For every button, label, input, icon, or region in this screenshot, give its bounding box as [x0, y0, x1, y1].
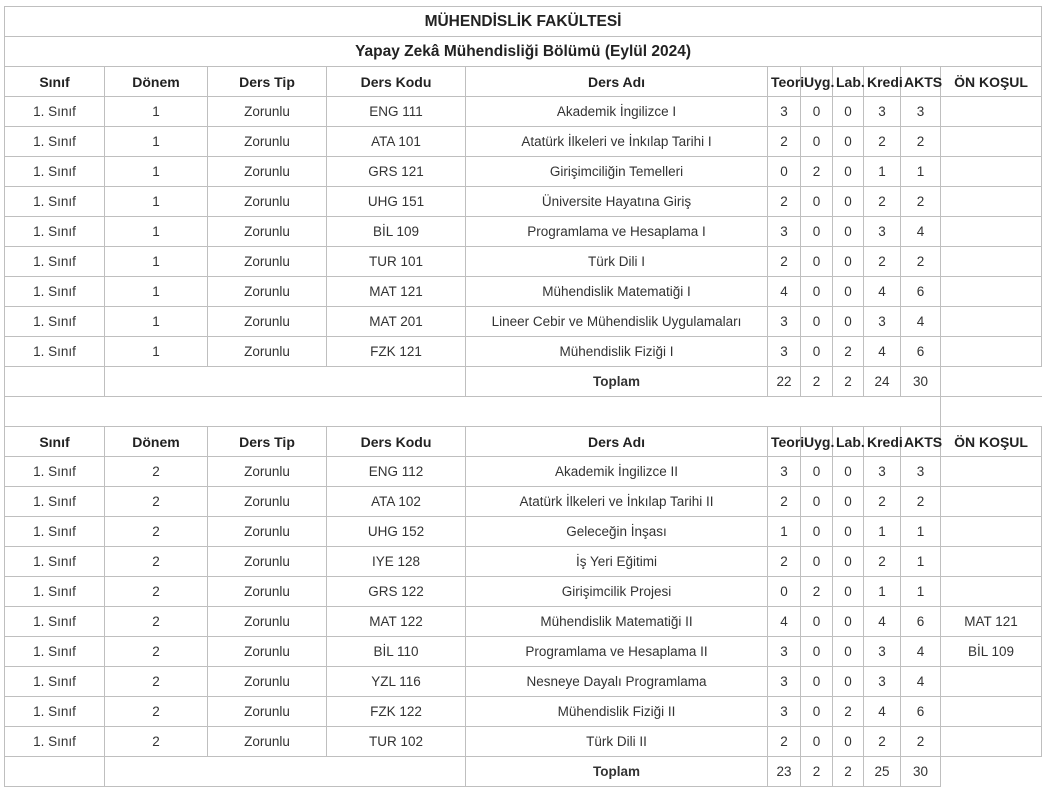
cell-kredi: 4	[864, 277, 901, 307]
cell-ad: Türk Dili II	[466, 727, 768, 757]
cell-sinif: 1. Sınıf	[5, 337, 105, 367]
header-sinif: Sınıf	[5, 67, 105, 97]
cell-tip: Zorunlu	[208, 127, 327, 157]
total-lab: 2	[833, 757, 864, 787]
total-label: Toplam	[466, 757, 768, 787]
cell-akts: 1	[901, 157, 941, 187]
cell-kod: YZL 116	[327, 667, 466, 697]
cell-ad: Atatürk İlkeleri ve İnkılap Tarihi II	[466, 487, 768, 517]
cell-donem: 1	[105, 127, 208, 157]
header-ders-kodu: Ders Kodu	[327, 427, 466, 457]
cell-akts: 6	[901, 607, 941, 637]
cell-kod: UHG 151	[327, 187, 466, 217]
cell-sinif: 1. Sınıf	[5, 157, 105, 187]
cell-onkosul	[941, 487, 1042, 517]
cell-teori: 4	[768, 277, 801, 307]
header-kredi: Kredi	[864, 427, 901, 457]
cell-teori: 3	[768, 667, 801, 697]
cell-tip: Zorunlu	[208, 517, 327, 547]
cell-onkosul	[941, 277, 1042, 307]
cell-onkosul	[941, 337, 1042, 367]
cell-uyg: 0	[801, 487, 833, 517]
header-donem: Dönem	[105, 67, 208, 97]
cell-lab: 2	[833, 697, 864, 727]
cell-lab: 0	[833, 517, 864, 547]
cell-onkosul	[941, 547, 1042, 577]
cell-akts: 2	[901, 247, 941, 277]
cell-lab: 0	[833, 307, 864, 337]
cell-teori: 4	[768, 607, 801, 637]
cell-teori: 3	[768, 697, 801, 727]
faculty-title-row	[5, 7, 1042, 37]
header-ders-adi: Ders Adı	[466, 67, 768, 97]
cell-kredi: 3	[864, 637, 901, 667]
cell-akts: 1	[901, 517, 941, 547]
total-uyg: 2	[801, 757, 833, 787]
cell-akts: 4	[901, 217, 941, 247]
course-row	[5, 337, 1042, 367]
cell-sinif: 1. Sınıf	[5, 667, 105, 697]
total-lab: 2	[833, 367, 864, 397]
cell-donem: 1	[105, 217, 208, 247]
cell-sinif: 1. Sınıf	[5, 277, 105, 307]
cell-lab: 0	[833, 217, 864, 247]
header-ders-tip: Ders Tip	[208, 67, 327, 97]
cell-akts: 2	[901, 487, 941, 517]
cell-donem: 2	[105, 697, 208, 727]
cell-kod: FZK 121	[327, 337, 466, 367]
semester-spacer	[5, 397, 1042, 427]
cell-tip: Zorunlu	[208, 277, 327, 307]
cell-sinif: 1. Sınıf	[5, 637, 105, 667]
cell-onkosul: BİL 109	[941, 637, 1042, 667]
cell-donem: 1	[105, 277, 208, 307]
cell-lab: 0	[833, 577, 864, 607]
cell-onkosul	[941, 457, 1042, 487]
cell-lab: 0	[833, 487, 864, 517]
total-teori: 22	[768, 367, 801, 397]
cell-donem: 1	[105, 157, 208, 187]
cell-onkosul	[941, 157, 1042, 187]
cell-uyg: 0	[801, 127, 833, 157]
spacer-cell-right	[941, 397, 1042, 427]
cell-tip: Zorunlu	[208, 457, 327, 487]
cell-uyg: 0	[801, 277, 833, 307]
header-uyg: Uyg.	[801, 67, 833, 97]
cell-kredi: 2	[864, 187, 901, 217]
cell-onkosul	[941, 247, 1042, 277]
cell-sinif: 1. Sınıf	[5, 307, 105, 337]
cell-uyg: 2	[801, 577, 833, 607]
cell-uyg: 0	[801, 607, 833, 637]
cell-tip: Zorunlu	[208, 577, 327, 607]
cell-kod: TUR 101	[327, 247, 466, 277]
cell-kod: BİL 110	[327, 637, 466, 667]
cell-uyg: 0	[801, 517, 833, 547]
cell-akts: 6	[901, 337, 941, 367]
cell-teori: 3	[768, 457, 801, 487]
cell-donem: 1	[105, 307, 208, 337]
cell-ad: Girişimciliğin Temelleri	[466, 157, 768, 187]
cell-uyg: 0	[801, 457, 833, 487]
cell-tip: Zorunlu	[208, 307, 327, 337]
cell-lab: 0	[833, 667, 864, 697]
cell-lab: 0	[833, 97, 864, 127]
course-row	[5, 127, 1042, 157]
cell-uyg: 0	[801, 247, 833, 277]
cell-uyg: 0	[801, 307, 833, 337]
cell-teori: 2	[768, 727, 801, 757]
cell-kod: ENG 111	[327, 97, 466, 127]
cell-akts: 4	[901, 667, 941, 697]
cell-kredi: 4	[864, 697, 901, 727]
cell-onkosul	[941, 577, 1042, 607]
header-teori: Teori	[768, 67, 801, 97]
cell-teori: 1	[768, 517, 801, 547]
cell-kredi: 2	[864, 547, 901, 577]
course-row	[5, 187, 1042, 217]
total-empty-3	[941, 367, 1042, 397]
header-row	[5, 67, 1042, 97]
cell-tip: Zorunlu	[208, 727, 327, 757]
course-row	[5, 607, 1042, 637]
header-ders-adi: Ders Adı	[466, 427, 768, 457]
total-akts: 30	[901, 757, 941, 787]
cell-ad: Girişimcilik Projesi	[466, 577, 768, 607]
header-on-kosul: ÖN KOŞUL	[941, 67, 1042, 97]
spacer-cell	[5, 397, 941, 427]
cell-ad: Akademik İngilizce II	[466, 457, 768, 487]
course-row	[5, 217, 1042, 247]
cell-donem: 2	[105, 727, 208, 757]
course-row	[5, 547, 1042, 577]
cell-akts: 1	[901, 577, 941, 607]
cell-teori: 2	[768, 247, 801, 277]
cell-tip: Zorunlu	[208, 547, 327, 577]
cell-uyg: 0	[801, 697, 833, 727]
header-donem: Dönem	[105, 427, 208, 457]
cell-donem: 2	[105, 607, 208, 637]
cell-tip: Zorunlu	[208, 217, 327, 247]
cell-ad: Üniversite Hayatına Giriş	[466, 187, 768, 217]
cell-uyg: 0	[801, 337, 833, 367]
cell-kod: GRS 122	[327, 577, 466, 607]
cell-lab: 0	[833, 157, 864, 187]
cell-kod: TUR 102	[327, 727, 466, 757]
cell-kod: ATA 102	[327, 487, 466, 517]
cell-donem: 1	[105, 247, 208, 277]
total-row	[5, 367, 1042, 397]
cell-onkosul	[941, 727, 1042, 757]
cell-akts: 1	[901, 547, 941, 577]
cell-kredi: 3	[864, 667, 901, 697]
cell-sinif: 1. Sınıf	[5, 577, 105, 607]
total-akts: 30	[901, 367, 941, 397]
total-empty-1	[5, 367, 105, 397]
cell-lab: 0	[833, 727, 864, 757]
cell-teori: 2	[768, 487, 801, 517]
cell-lab: 0	[833, 277, 864, 307]
cell-akts: 2	[901, 727, 941, 757]
cell-uyg: 0	[801, 217, 833, 247]
cell-onkosul	[941, 697, 1042, 727]
header-lab: Lab.	[833, 67, 864, 97]
cell-sinif: 1. Sınıf	[5, 127, 105, 157]
cell-lab: 0	[833, 127, 864, 157]
cell-teori: 2	[768, 187, 801, 217]
cell-onkosul	[941, 667, 1042, 697]
header-ders-tip: Ders Tip	[208, 427, 327, 457]
cell-kredi: 4	[864, 337, 901, 367]
faculty-title: MÜHENDİSLİK FAKÜLTESİ	[5, 7, 1042, 37]
cell-donem: 2	[105, 667, 208, 697]
cell-onkosul	[941, 517, 1042, 547]
cell-ad: Programlama ve Hesaplama I	[466, 217, 768, 247]
cell-ad: Mühendislik Matematiği II	[466, 607, 768, 637]
cell-donem: 1	[105, 337, 208, 367]
course-row	[5, 247, 1042, 277]
cell-sinif: 1. Sınıf	[5, 607, 105, 637]
cell-kod: FZK 122	[327, 697, 466, 727]
course-row	[5, 577, 1042, 607]
cell-kredi: 3	[864, 307, 901, 337]
cell-kredi: 1	[864, 577, 901, 607]
cell-uyg: 0	[801, 637, 833, 667]
cell-teori: 0	[768, 577, 801, 607]
course-row	[5, 727, 1042, 757]
cell-sinif: 1. Sınıf	[5, 457, 105, 487]
cell-teori: 3	[768, 97, 801, 127]
cell-akts: 3	[901, 97, 941, 127]
cell-sinif: 1. Sınıf	[5, 187, 105, 217]
cell-sinif: 1. Sınıf	[5, 517, 105, 547]
header-teori: Teori	[768, 427, 801, 457]
total-label: Toplam	[466, 367, 768, 397]
cell-akts: 4	[901, 307, 941, 337]
cell-tip: Zorunlu	[208, 337, 327, 367]
cell-uyg: 0	[801, 667, 833, 697]
header-on-kosul: ÖN KOŞUL	[941, 427, 1042, 457]
cell-uyg: 2	[801, 157, 833, 187]
total-kredi: 25	[864, 757, 901, 787]
cell-uyg: 0	[801, 547, 833, 577]
cell-teori: 3	[768, 637, 801, 667]
header-sinif: Sınıf	[5, 427, 105, 457]
cell-teori: 3	[768, 337, 801, 367]
cell-onkosul	[941, 217, 1042, 247]
course-row	[5, 157, 1042, 187]
cell-ad: İş Yeri Eğitimi	[466, 547, 768, 577]
cell-kod: BİL 109	[327, 217, 466, 247]
cell-kredi: 2	[864, 727, 901, 757]
cell-ad: Mühendislik Fiziği I	[466, 337, 768, 367]
cell-ad: Türk Dili I	[466, 247, 768, 277]
cell-ad: Nesneye Dayalı Programlama	[466, 667, 768, 697]
course-row	[5, 637, 1042, 667]
department-title: Yapay Zekâ Mühendisliği Bölümü (Eylül 2024)	[5, 37, 1042, 67]
cell-kredi: 3	[864, 457, 901, 487]
cell-kod: MAT 121	[327, 277, 466, 307]
cell-onkosul	[941, 307, 1042, 337]
cell-kredi: 1	[864, 157, 901, 187]
cell-kod: MAT 122	[327, 607, 466, 637]
course-row	[5, 277, 1042, 307]
cell-tip: Zorunlu	[208, 157, 327, 187]
cell-kod: GRS 121	[327, 157, 466, 187]
header-akts: AKTS	[901, 67, 941, 97]
cell-teori: 3	[768, 307, 801, 337]
cell-lab: 2	[833, 337, 864, 367]
course-row	[5, 697, 1042, 727]
cell-onkosul	[941, 127, 1042, 157]
total-row	[5, 757, 1042, 787]
cell-sinif: 1. Sınıf	[5, 727, 105, 757]
cell-tip: Zorunlu	[208, 667, 327, 697]
header-kredi: Kredi	[864, 67, 901, 97]
cell-tip: Zorunlu	[208, 187, 327, 217]
cell-onkosul	[941, 187, 1042, 217]
cell-lab: 0	[833, 637, 864, 667]
header-ders-kodu: Ders Kodu	[327, 67, 466, 97]
cell-lab: 0	[833, 607, 864, 637]
cell-kredi: 2	[864, 247, 901, 277]
cell-tip: Zorunlu	[208, 637, 327, 667]
cell-kod: ENG 112	[327, 457, 466, 487]
cell-lab: 0	[833, 547, 864, 577]
cell-kod: MAT 201	[327, 307, 466, 337]
course-row	[5, 457, 1042, 487]
cell-donem: 2	[105, 517, 208, 547]
cell-tip: Zorunlu	[208, 697, 327, 727]
cell-kredi: 4	[864, 607, 901, 637]
curriculum-body	[5, 7, 1042, 787]
cell-donem: 2	[105, 457, 208, 487]
header-akts: AKTS	[901, 427, 941, 457]
cell-tip: Zorunlu	[208, 247, 327, 277]
cell-teori: 2	[768, 547, 801, 577]
cell-donem: 1	[105, 97, 208, 127]
cell-lab: 0	[833, 187, 864, 217]
cell-tip: Zorunlu	[208, 607, 327, 637]
cell-donem: 1	[105, 187, 208, 217]
total-teori: 23	[768, 757, 801, 787]
cell-donem: 2	[105, 577, 208, 607]
cell-teori: 0	[768, 157, 801, 187]
cell-ad: Lineer Cebir ve Mühendislik Uygulamaları	[466, 307, 768, 337]
cell-sinif: 1. Sınıf	[5, 697, 105, 727]
course-row	[5, 307, 1042, 337]
total-empty-1	[5, 757, 105, 787]
course-row	[5, 667, 1042, 697]
total-kredi: 24	[864, 367, 901, 397]
cell-uyg: 0	[801, 97, 833, 127]
cell-sinif: 1. Sınıf	[5, 217, 105, 247]
header-uyg: Uyg.	[801, 427, 833, 457]
curriculum-table	[4, 6, 1042, 787]
cell-onkosul	[941, 97, 1042, 127]
cell-kredi: 1	[864, 517, 901, 547]
cell-kredi: 2	[864, 127, 901, 157]
cell-akts: 6	[901, 697, 941, 727]
cell-akts: 6	[901, 277, 941, 307]
cell-akts: 2	[901, 127, 941, 157]
cell-akts: 2	[901, 187, 941, 217]
cell-ad: Geleceğin İnşası	[466, 517, 768, 547]
cell-donem: 2	[105, 637, 208, 667]
course-row	[5, 97, 1042, 127]
cell-lab: 0	[833, 247, 864, 277]
total-empty-3	[941, 757, 1042, 787]
cell-lab: 0	[833, 457, 864, 487]
cell-kod: UHG 152	[327, 517, 466, 547]
header-row	[5, 427, 1042, 457]
total-uyg: 2	[801, 367, 833, 397]
header-lab: Lab.	[833, 427, 864, 457]
cell-donem: 2	[105, 547, 208, 577]
cell-kredi: 3	[864, 97, 901, 127]
cell-kod: IYE 128	[327, 547, 466, 577]
course-row	[5, 487, 1042, 517]
cell-sinif: 1. Sınıf	[5, 247, 105, 277]
cell-ad: Programlama ve Hesaplama II	[466, 637, 768, 667]
cell-ad: Akademik İngilizce I	[466, 97, 768, 127]
cell-sinif: 1. Sınıf	[5, 547, 105, 577]
cell-kredi: 2	[864, 487, 901, 517]
department-title-row	[5, 37, 1042, 67]
course-row	[5, 517, 1042, 547]
total-empty-2	[105, 367, 466, 397]
cell-teori: 3	[768, 217, 801, 247]
cell-kod: ATA 101	[327, 127, 466, 157]
cell-uyg: 0	[801, 727, 833, 757]
cell-donem: 2	[105, 487, 208, 517]
cell-sinif: 1. Sınıf	[5, 487, 105, 517]
cell-uyg: 0	[801, 187, 833, 217]
cell-tip: Zorunlu	[208, 97, 327, 127]
cell-ad: Atatürk İlkeleri ve İnkılap Tarihi I	[466, 127, 768, 157]
cell-ad: Mühendislik Matematiği I	[466, 277, 768, 307]
cell-teori: 2	[768, 127, 801, 157]
cell-akts: 3	[901, 457, 941, 487]
total-empty-2	[105, 757, 466, 787]
cell-akts: 4	[901, 637, 941, 667]
cell-tip: Zorunlu	[208, 487, 327, 517]
cell-ad: Mühendislik Fiziği II	[466, 697, 768, 727]
cell-onkosul: MAT 121	[941, 607, 1042, 637]
cell-kredi: 3	[864, 217, 901, 247]
cell-sinif: 1. Sınıf	[5, 97, 105, 127]
